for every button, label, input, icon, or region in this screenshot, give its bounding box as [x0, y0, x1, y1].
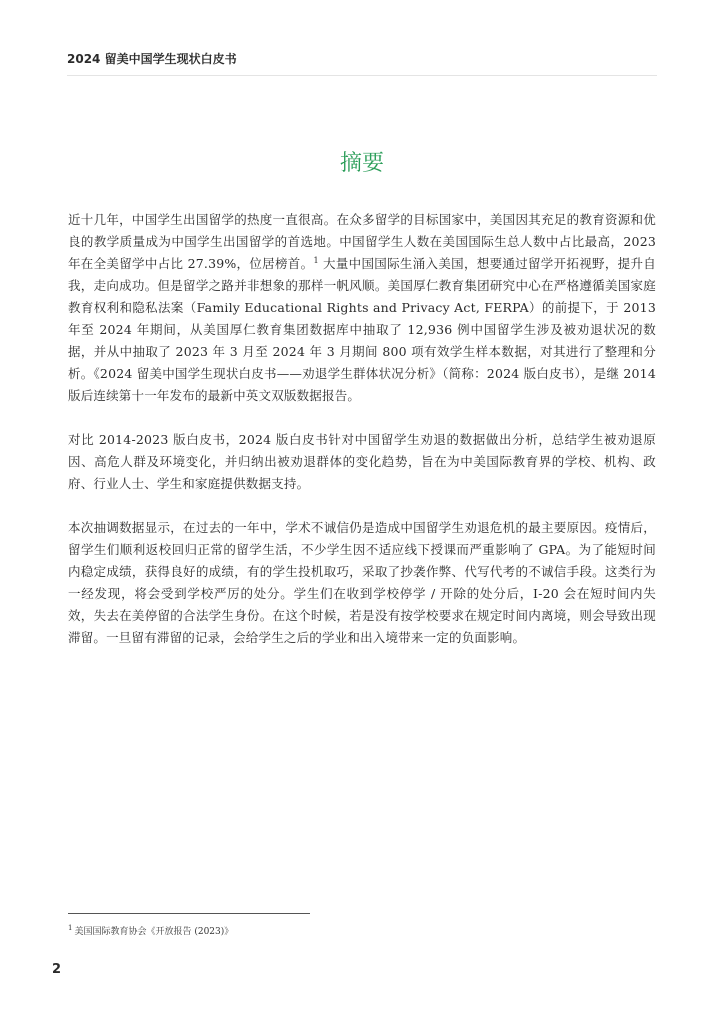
footnote-divider: [68, 913, 310, 914]
paragraph-intro-text: 近十几年，中国学生出国留学的热度一直很高。在众多留学的目标国家中，美国因其充足的教育资源和优良的教学质量成为中国学生出国留学的首选地。中国留学生人数在美国国际生总人数中占比最高，2023 年在全美留学中占比 27.39%，位居榜首。: [68, 212, 656, 271]
running-header: 2024 留美中国学生现状白皮书: [67, 52, 237, 66]
paragraph-intro: [68, 209, 656, 407]
page-number: 2: [52, 962, 62, 977]
body-text: [68, 209, 656, 671]
paragraph-findings: 本次抽调数据显示，在过去的一年中，学术不诚信仍是造成中国留学生劝退危机的最主要原因。疫情后，留学生们顺利返校回归正常的留学生活，不少学生因不适应线下授课而严重影响了 GPA。为了能短时间内稳定成绩，获得良好的成绩，有的学生投机取巧，采取了抄袭作弊、代写代考的不诚信手段。这类行为一经发现，将会受到学校严厉的处分。学生们在收到学校停学 / 开除的处分后，I-20 会在短时间内失效，失去在美停留的合法学生身份。在这个时候，若是没有按学校要求在规定时间内离境，则会导致出现滞留。一旦留有滞留的记录，会给学生之后的学业和出入境带来一定的负面影响。: [68, 520, 656, 645]
paragraph-comparison: 对比 2014-2023 版白皮书，2024 版白皮书针对中国留学生劝退的数据做出分析，总结学生被劝退原因、高危人群及环境变化，并归纳出被劝退群体的变化趋势，旨在为中美国际教育界的学校、机构、政府、行业人士、学生和家庭提供数据支持。: [68, 432, 656, 491]
paragraph-intro-continued: 大量中国国际生涌入美国，想要通过留学开拓视野，提升自我，走向成功。但是留学之路并非想象的那样一帆风顺。美国厚仁教育集团研究中心在严格遵循美国家庭教育权利和隐私法案（Family Educational Rights and Privacy Act, FERPA）的前提下，于 2013 年至 2024 年期间，从美国厚仁教育集团数据库中抽取了 12,936 例中国留学生涉及被劝退状况的数据，并从中抽取了 2023 年 3 月至 2024 年 3 月期间 800 项有效学生样本数据，对其进行了整理和分析。《2024 留美中国学生现状白皮书——劝退学生群体状况分析》（简称：2024 版白皮书），是继 2014 版后连续第十一年发布的最新中英文双版数据报告。: [68, 256, 656, 403]
footnote-text: 美国国际教育协会《开放报告 (2023)》: [74, 927, 234, 937]
header-divider: [67, 75, 657, 76]
section-title: 摘要: [339, 151, 384, 176]
footnote-reference[interactable]: 1: [313, 255, 319, 265]
footnote: [68, 924, 233, 937]
footnote-mark: 1: [68, 924, 73, 932]
